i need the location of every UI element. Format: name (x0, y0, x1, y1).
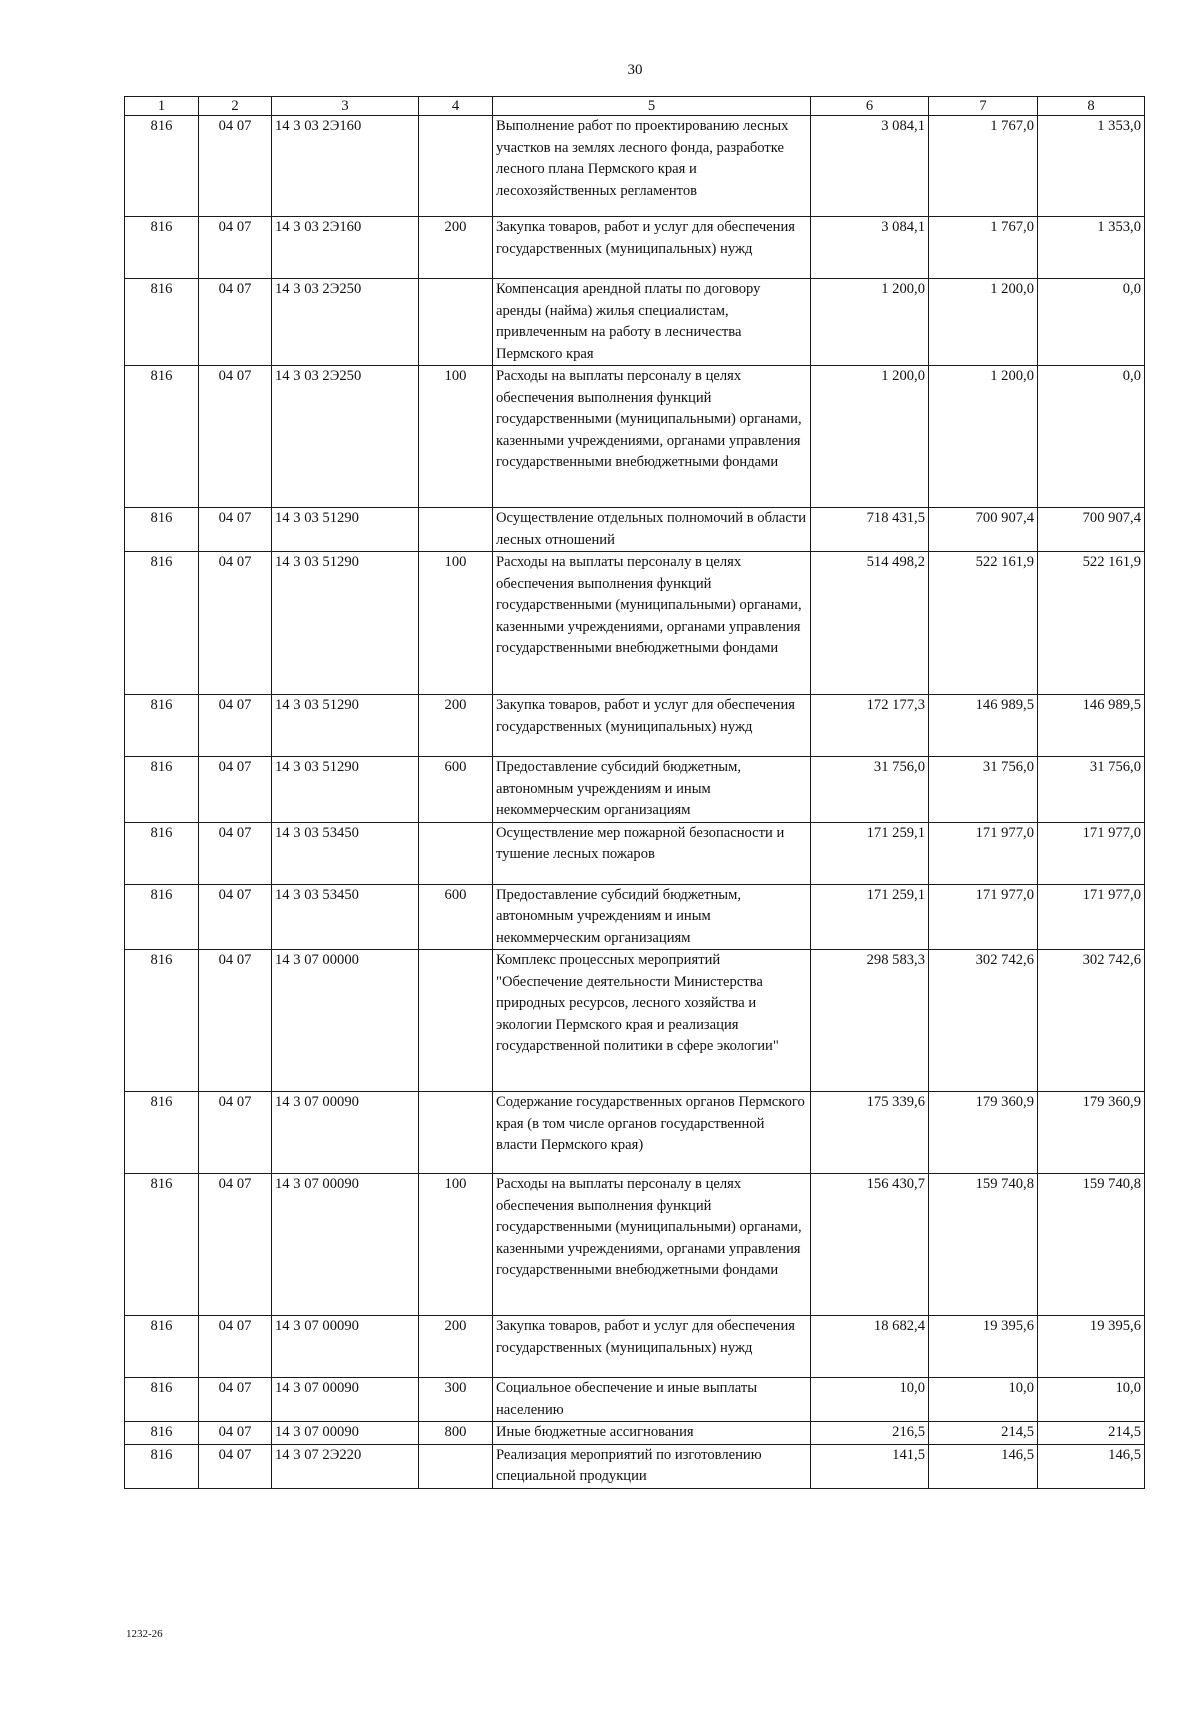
amount-col-6: 10,0 (811, 1378, 929, 1422)
expense-name: Расходы на выплаты персоналу в целях обеспечения выполнения функций государственными (муниципальными) органами, казенными учреждениями, органами управления государственными внебюджетными фондами (493, 1174, 811, 1316)
expense-type-code: 800 (419, 1422, 493, 1445)
amount-col-8: 700 907,4 (1038, 508, 1145, 552)
amount-col-8: 179 360,9 (1038, 1092, 1145, 1174)
table-row (125, 1092, 1145, 1174)
amount-col-7: 10,0 (929, 1378, 1038, 1422)
amount-col-6: 172 177,3 (811, 695, 929, 757)
table-row (125, 116, 1145, 217)
table-row (125, 695, 1145, 757)
organization-code: 816 (125, 279, 199, 366)
amount-col-7: 700 907,4 (929, 508, 1038, 552)
expense-name: Реализация мероприятий по изготовлению специальной продукции (493, 1444, 811, 1488)
section-code: 04 07 (199, 1422, 272, 1445)
expense-name: Закупка товаров, работ и услуг для обеспечения государственных (муниципальных) нужд (493, 1316, 811, 1378)
expense-type-code: 100 (419, 552, 493, 695)
amount-col-7: 214,5 (929, 1422, 1038, 1445)
section-code: 04 07 (199, 1092, 272, 1174)
organization-code: 816 (125, 508, 199, 552)
target-article-code: 14 3 03 53450 (272, 884, 419, 950)
organization-code: 816 (125, 1174, 199, 1316)
amount-col-6: 718 431,5 (811, 508, 929, 552)
expense-type-code (419, 508, 493, 552)
expense-type-code (419, 116, 493, 217)
expense-type-code: 200 (419, 695, 493, 757)
col-header-7: 7 (929, 97, 1038, 116)
expense-name: Иные бюджетные ассигнования (493, 1422, 811, 1445)
table-row (125, 508, 1145, 552)
organization-code: 816 (125, 217, 199, 279)
expense-name: Осуществление мер пожарной безопасности и тушение лесных пожаров (493, 822, 811, 884)
target-article-code: 14 3 07 00090 (272, 1092, 419, 1174)
expense-type-code: 200 (419, 217, 493, 279)
amount-col-8: 159 740,8 (1038, 1174, 1145, 1316)
amount-col-7: 171 977,0 (929, 822, 1038, 884)
amount-col-6: 3 084,1 (811, 116, 929, 217)
table-row (125, 757, 1145, 823)
amount-col-8: 1 353,0 (1038, 116, 1145, 217)
expense-type-code (419, 279, 493, 366)
organization-code: 816 (125, 950, 199, 1092)
table-row (125, 279, 1145, 366)
col-header-1: 1 (125, 97, 199, 116)
table-row (125, 1174, 1145, 1316)
amount-col-7: 522 161,9 (929, 552, 1038, 695)
section-code: 04 07 (199, 822, 272, 884)
expense-name: Закупка товаров, работ и услуг для обеспечения государственных (муниципальных) нужд (493, 695, 811, 757)
section-code: 04 07 (199, 552, 272, 695)
amount-col-8: 214,5 (1038, 1422, 1145, 1445)
target-article-code: 14 3 03 2Э160 (272, 116, 419, 217)
section-code: 04 07 (199, 695, 272, 757)
page-number: 30 (627, 62, 643, 78)
document-code: 1232-26 (126, 1628, 163, 1640)
expense-type-code: 100 (419, 1174, 493, 1316)
col-header-8: 8 (1038, 97, 1145, 116)
amount-col-7: 31 756,0 (929, 757, 1038, 823)
amount-col-7: 146 989,5 (929, 695, 1038, 757)
amount-col-6: 171 259,1 (811, 884, 929, 950)
expense-name: Расходы на выплаты персоналу в целях обеспечения выполнения функций государственными (муниципальными) органами, казенными учреждениями, органами управления государственными внебюджетными фондами (493, 552, 811, 695)
section-code: 04 07 (199, 508, 272, 552)
organization-code: 816 (125, 757, 199, 823)
expense-type-code (419, 822, 493, 884)
section-code: 04 07 (199, 217, 272, 279)
expense-type-code: 100 (419, 366, 493, 508)
amount-col-6: 3 084,1 (811, 217, 929, 279)
amount-col-7: 1 767,0 (929, 116, 1038, 217)
section-code: 04 07 (199, 1444, 272, 1488)
amount-col-8: 10,0 (1038, 1378, 1145, 1422)
expense-name: Предоставление субсидий бюджетным, автономным учреждениям и иным некоммерческим организациям (493, 884, 811, 950)
target-article-code: 14 3 03 51290 (272, 695, 419, 757)
expense-type-code: 200 (419, 1316, 493, 1378)
amount-col-6: 171 259,1 (811, 822, 929, 884)
expense-name: Закупка товаров, работ и услуг для обеспечения государственных (муниципальных) нужд (493, 217, 811, 279)
amount-col-8: 171 977,0 (1038, 884, 1145, 950)
organization-code: 816 (125, 1316, 199, 1378)
header-row (125, 97, 1145, 116)
table-row (125, 217, 1145, 279)
expense-name: Расходы на выплаты персоналу в целях обеспечения выполнения функций государственными (муниципальными) органами, казенными учреждениями, органами управления государственными внебюджетными фондами (493, 366, 811, 508)
expense-name: Комплекс процессных мероприятий "Обеспечение деятельности Министерства природных ресурсов, лесного хозяйства и экологии Пермского края и реализация государственной политики в сфере экологии" (493, 950, 811, 1092)
amount-col-7: 171 977,0 (929, 884, 1038, 950)
amount-col-7: 159 740,8 (929, 1174, 1038, 1316)
target-article-code: 14 3 03 51290 (272, 508, 419, 552)
organization-code: 816 (125, 116, 199, 217)
amount-col-7: 179 360,9 (929, 1092, 1038, 1174)
table-row (125, 1422, 1145, 1445)
expense-type-code: 600 (419, 884, 493, 950)
expense-name: Выполнение работ по проектированию лесных участков на землях лесного фонда, разработке лесного плана Пермского края и лесохозяйственных регламентов (493, 116, 811, 217)
target-article-code: 14 3 07 00000 (272, 950, 419, 1092)
amount-col-8: 146,5 (1038, 1444, 1145, 1488)
amount-col-7: 1 200,0 (929, 366, 1038, 508)
target-article-code: 14 3 07 2Э220 (272, 1444, 419, 1488)
amount-col-8: 1 353,0 (1038, 217, 1145, 279)
amount-col-6: 156 430,7 (811, 1174, 929, 1316)
col-header-5: 5 (493, 97, 811, 116)
expense-type-code: 300 (419, 1378, 493, 1422)
amount-col-6: 175 339,6 (811, 1092, 929, 1174)
budget-table (124, 96, 1145, 1489)
target-article-code: 14 3 03 51290 (272, 757, 419, 823)
section-code: 04 07 (199, 884, 272, 950)
expense-type-code: 600 (419, 757, 493, 823)
expense-name: Предоставление субсидий бюджетным, автономным учреждениям и иным некоммерческим организациям (493, 757, 811, 823)
amount-col-7: 1 200,0 (929, 279, 1038, 366)
organization-code: 816 (125, 552, 199, 695)
amount-col-6: 31 756,0 (811, 757, 929, 823)
organization-code: 816 (125, 1444, 199, 1488)
amount-col-8: 522 161,9 (1038, 552, 1145, 695)
col-header-2: 2 (199, 97, 272, 116)
organization-code: 816 (125, 695, 199, 757)
target-article-code: 14 3 03 2Э250 (272, 279, 419, 366)
target-article-code: 14 3 07 00090 (272, 1378, 419, 1422)
table-row (125, 1378, 1145, 1422)
table-row (125, 366, 1145, 508)
amount-col-6: 298 583,3 (811, 950, 929, 1092)
amount-col-8: 0,0 (1038, 366, 1145, 508)
table-row (125, 552, 1145, 695)
col-header-4: 4 (419, 97, 493, 116)
table-row (125, 950, 1145, 1092)
amount-col-6: 514 498,2 (811, 552, 929, 695)
amount-col-8: 146 989,5 (1038, 695, 1145, 757)
amount-col-8: 171 977,0 (1038, 822, 1145, 884)
col-header-3: 3 (272, 97, 419, 116)
table-row (125, 822, 1145, 884)
organization-code: 816 (125, 1092, 199, 1174)
target-article-code: 14 3 03 51290 (272, 552, 419, 695)
target-article-code: 14 3 07 00090 (272, 1174, 419, 1316)
table-row (125, 1444, 1145, 1488)
amount-col-8: 302 742,6 (1038, 950, 1145, 1092)
amount-col-6: 18 682,4 (811, 1316, 929, 1378)
amount-col-7: 302 742,6 (929, 950, 1038, 1092)
table-row (125, 884, 1145, 950)
amount-col-7: 1 767,0 (929, 217, 1038, 279)
expense-type-code (419, 1444, 493, 1488)
amount-col-7: 146,5 (929, 1444, 1038, 1488)
section-code: 04 07 (199, 1378, 272, 1422)
col-header-6: 6 (811, 97, 929, 116)
section-code: 04 07 (199, 366, 272, 508)
expense-name: Компенсация арендной платы по договору аренды (найма) жилья специалистам, привлеченным на работу в лесничества Пермского края (493, 279, 811, 366)
target-article-code: 14 3 07 00090 (272, 1422, 419, 1445)
organization-code: 816 (125, 822, 199, 884)
amount-col-6: 141,5 (811, 1444, 929, 1488)
section-code: 04 07 (199, 279, 272, 366)
amount-col-6: 1 200,0 (811, 279, 929, 366)
amount-col-6: 216,5 (811, 1422, 929, 1445)
expense-type-code (419, 950, 493, 1092)
target-article-code: 14 3 03 2Э250 (272, 366, 419, 508)
table-row (125, 1316, 1145, 1378)
section-code: 04 07 (199, 116, 272, 217)
section-code: 04 07 (199, 1174, 272, 1316)
section-code: 04 07 (199, 1316, 272, 1378)
section-code: 04 07 (199, 950, 272, 1092)
amount-col-8: 31 756,0 (1038, 757, 1145, 823)
target-article-code: 14 3 07 00090 (272, 1316, 419, 1378)
expense-name: Осуществление отдельных полномочий в области лесных отношений (493, 508, 811, 552)
amount-col-7: 19 395,6 (929, 1316, 1038, 1378)
organization-code: 816 (125, 1378, 199, 1422)
amount-col-8: 19 395,6 (1038, 1316, 1145, 1378)
organization-code: 816 (125, 884, 199, 950)
amount-col-6: 1 200,0 (811, 366, 929, 508)
organization-code: 816 (125, 1422, 199, 1445)
amount-col-8: 0,0 (1038, 279, 1145, 366)
expense-type-code (419, 1092, 493, 1174)
target-article-code: 14 3 03 53450 (272, 822, 419, 884)
expense-name: Содержание государственных органов Пермского края (в том числе органов государственной власти Пермского края) (493, 1092, 811, 1174)
target-article-code: 14 3 03 2Э160 (272, 217, 419, 279)
expense-name: Социальное обеспечение и иные выплаты населению (493, 1378, 811, 1422)
section-code: 04 07 (199, 757, 272, 823)
organization-code: 816 (125, 366, 199, 508)
